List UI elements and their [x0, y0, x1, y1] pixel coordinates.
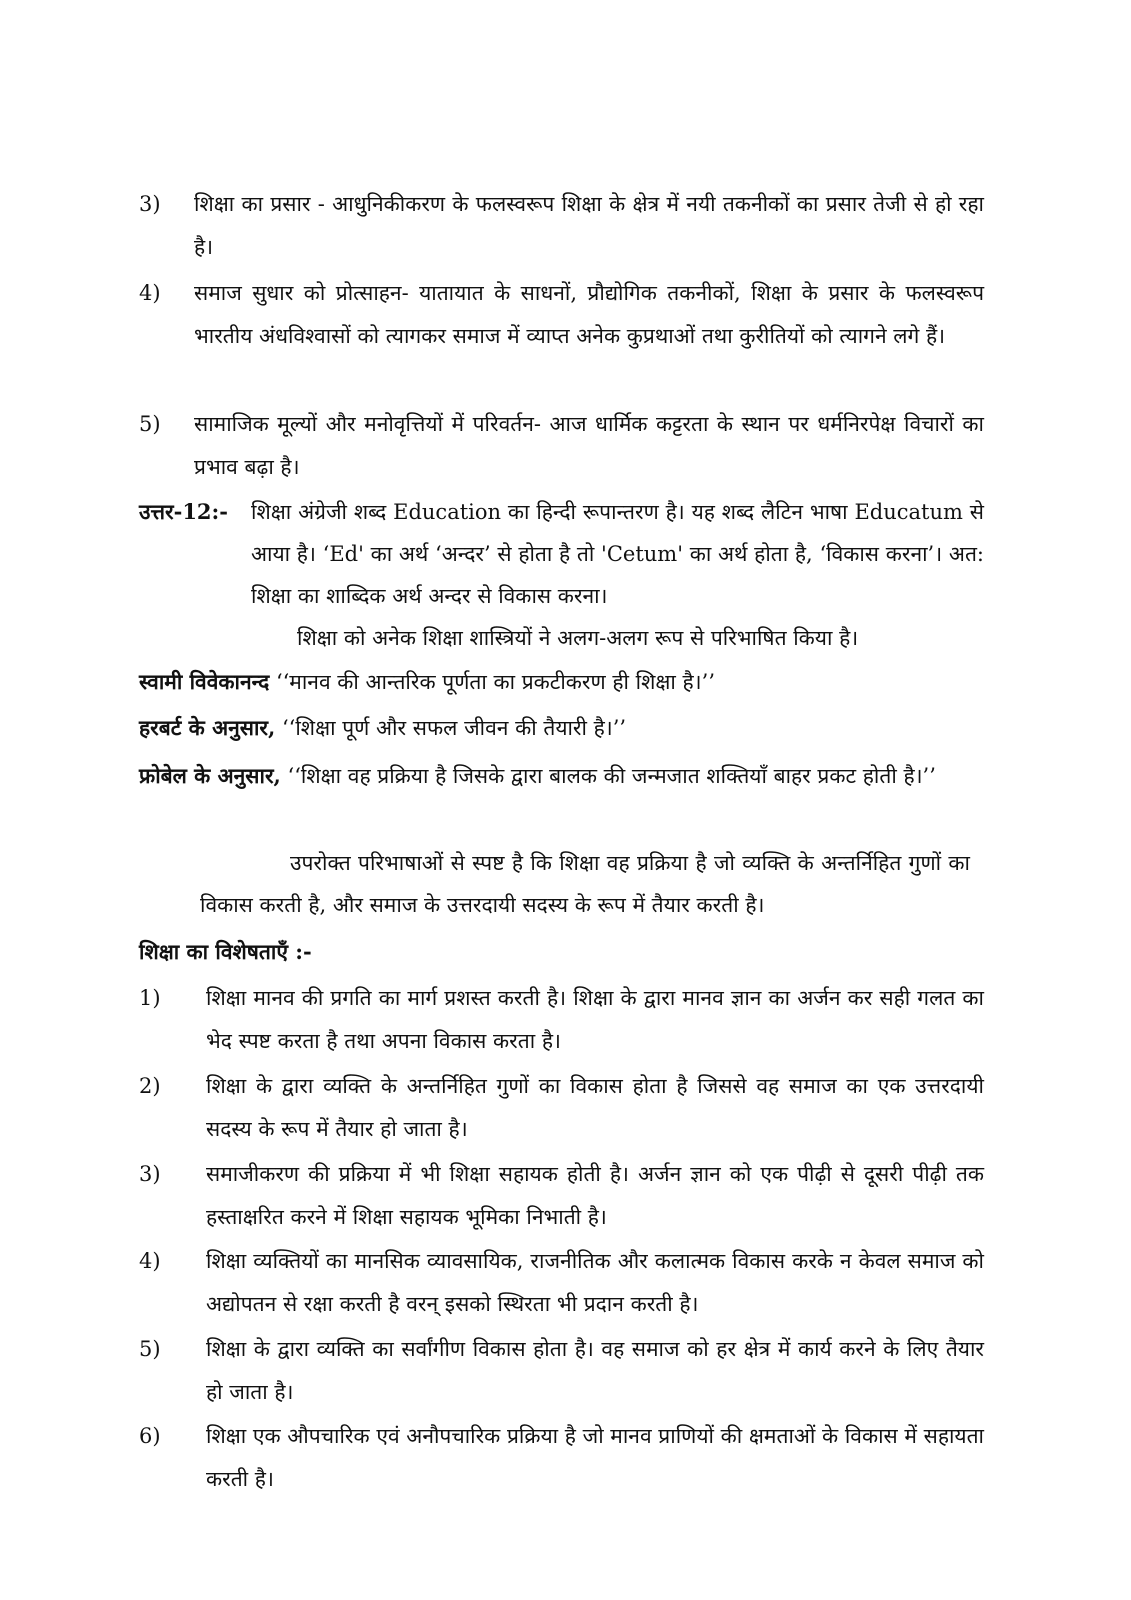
list-item — [139, 1240, 984, 1326]
list-number: 2) — [139, 1074, 161, 1098]
list-number: 4) — [139, 281, 161, 305]
list-text: समाजीकरण की प्रक्रिया में भी शिक्षा सहायक होती है। अर्जन ज्ञान को एक पीढ़ी से दूसरी पीढ़ी तक हस्ताक्षरित करने में शिक्षा सहायक भूमिका निभाती है। — [206, 1162, 984, 1229]
definition-author: स्वामी विवेकानन्द — [139, 669, 270, 694]
list-text: शिक्षा व्यक्तियों का मानसिक व्यावसायिक, राजनीतिक और कलात्मक विकास करके न केवल समाज को अद्योपतन से रक्षा करती है वरन् इसको स्थिरता भी प्रदान करती है। — [206, 1249, 984, 1316]
definition-quote: ‘‘शिक्षा वह प्रक्रिया है जिसके द्वारा बालक की जन्मजात शक्तियाँ बाहर प्रकट होती है।’’ — [287, 764, 936, 788]
definition-vivekananda — [139, 661, 715, 703]
list-item — [139, 977, 984, 1063]
list-number: 1) — [139, 986, 161, 1010]
features-heading: शिक्षा का विशेषताएँ :- — [139, 939, 312, 964]
list-text: शिक्षा एक औपचारिक एवं अनौपचारिक प्रक्रिया है जो मानव प्राणियों की क्षमताओं के विकास में सहायता करती है। — [206, 1424, 984, 1491]
list-item — [139, 272, 984, 358]
list-text: शिक्षा का प्रसार - आधुनिकीकरण के फलस्वरूप शिक्षा के क्षेत्र में नयी तकनीकों का प्रसार तेजी से हो रहा है। — [194, 192, 984, 259]
conclusion-paragraph: उपरोक्त परिभाषाओं से स्पष्ट है कि शिक्षा वह प्रक्रिया है जो व्यक्ति के अन्तर्निहित गुणों का विकास करती है, और समाज के उत्तरदायी सदस्य के रूप में तैयार करती है। — [200, 851, 970, 917]
list-text: शिक्षा के द्वारा व्यक्ति के अन्तर्निहित गुणों का विकास होता है जिससे वह समाज का एक उत्तरदायी सदस्य के रूप में तैयार हो जाता है। — [206, 1074, 984, 1141]
answer-block — [139, 491, 984, 617]
list-item — [139, 1415, 984, 1501]
list-number: 3) — [139, 192, 161, 216]
list-number: 5) — [139, 412, 161, 436]
list-item — [139, 1065, 984, 1151]
definition-quote: ‘‘शिक्षा पूर्ण और सफल जीवन की तैयारी है।’’ — [282, 716, 627, 740]
definition-froebel — [139, 755, 984, 797]
list-number: 4) — [139, 1249, 161, 1273]
definition-author: हरबर्ट के अनुसार, — [139, 715, 276, 740]
definitions-intro: शिक्षा को अनेक शिक्षा शास्त्रियों ने अलग-अलग रूप से परिभाषित किया है। — [297, 626, 859, 650]
list-item — [139, 1153, 984, 1239]
list-text: सामाजिक मूल्यों और मनोवृत्तियों में परिवर्तन- आज धार्मिक कट्टरता के स्थान पर धर्मनिरपेक्ष विचारों का प्रभाव बढ़ा है। — [194, 412, 984, 479]
definition-quote: ‘‘मानव की आन्तरिक पूर्णता का प्रकटीकरण ही शिक्षा है।’’ — [275, 670, 715, 694]
definition-author: फ्रोबेल के अनुसार, — [139, 763, 281, 788]
list-item — [139, 183, 984, 269]
answer-text: शिक्षा अंग्रेजी शब्द Education का हिन्दी रूपान्तरण है। यह शब्द लैटिन भाषा Educatum से आया है। ‘Ed' का अर्थ ‘अन्दर’ से होता है तो 'Cetum' का अर्थ होता है, ‘विकास करना’। अत: शिक्षा का शाब्दिक अर्थ अन्दर से विकास करना। — [251, 500, 984, 608]
list-text: समाज सुधार को प्रोत्साहन- यातायात के साधनों, प्रौद्योगिक तकनीकों, शिक्षा के प्रसार के फलस्वरूप भारतीय अंधविश्वासों को त्यागकर समाज में व्याप्त अनेक कुप्रथाओं तथा कुरीतियों को त्यागने लगे हैं। — [194, 281, 984, 348]
list-item — [139, 1328, 984, 1414]
list-number: 6) — [139, 1424, 161, 1448]
list-item — [139, 403, 984, 489]
list-text: शिक्षा के द्वारा व्यक्ति का सर्वांगीण विकास होता है। वह समाज को हर क्षेत्र में कार्य करने के लिए तैयार हो जाता है। — [206, 1337, 984, 1404]
answer-label: उत्तर-12:- — [139, 499, 229, 524]
definition-herbart — [139, 707, 626, 749]
list-number: 3) — [139, 1162, 161, 1186]
list-number: 5) — [139, 1337, 161, 1361]
list-text: शिक्षा मानव की प्रगति का मार्ग प्रशस्त करती है। शिक्षा के द्वारा मानव ज्ञान का अर्जन कर सही गलत का भेद स्पष्ट करता है तथा अपना विकास करता है। — [206, 986, 984, 1053]
